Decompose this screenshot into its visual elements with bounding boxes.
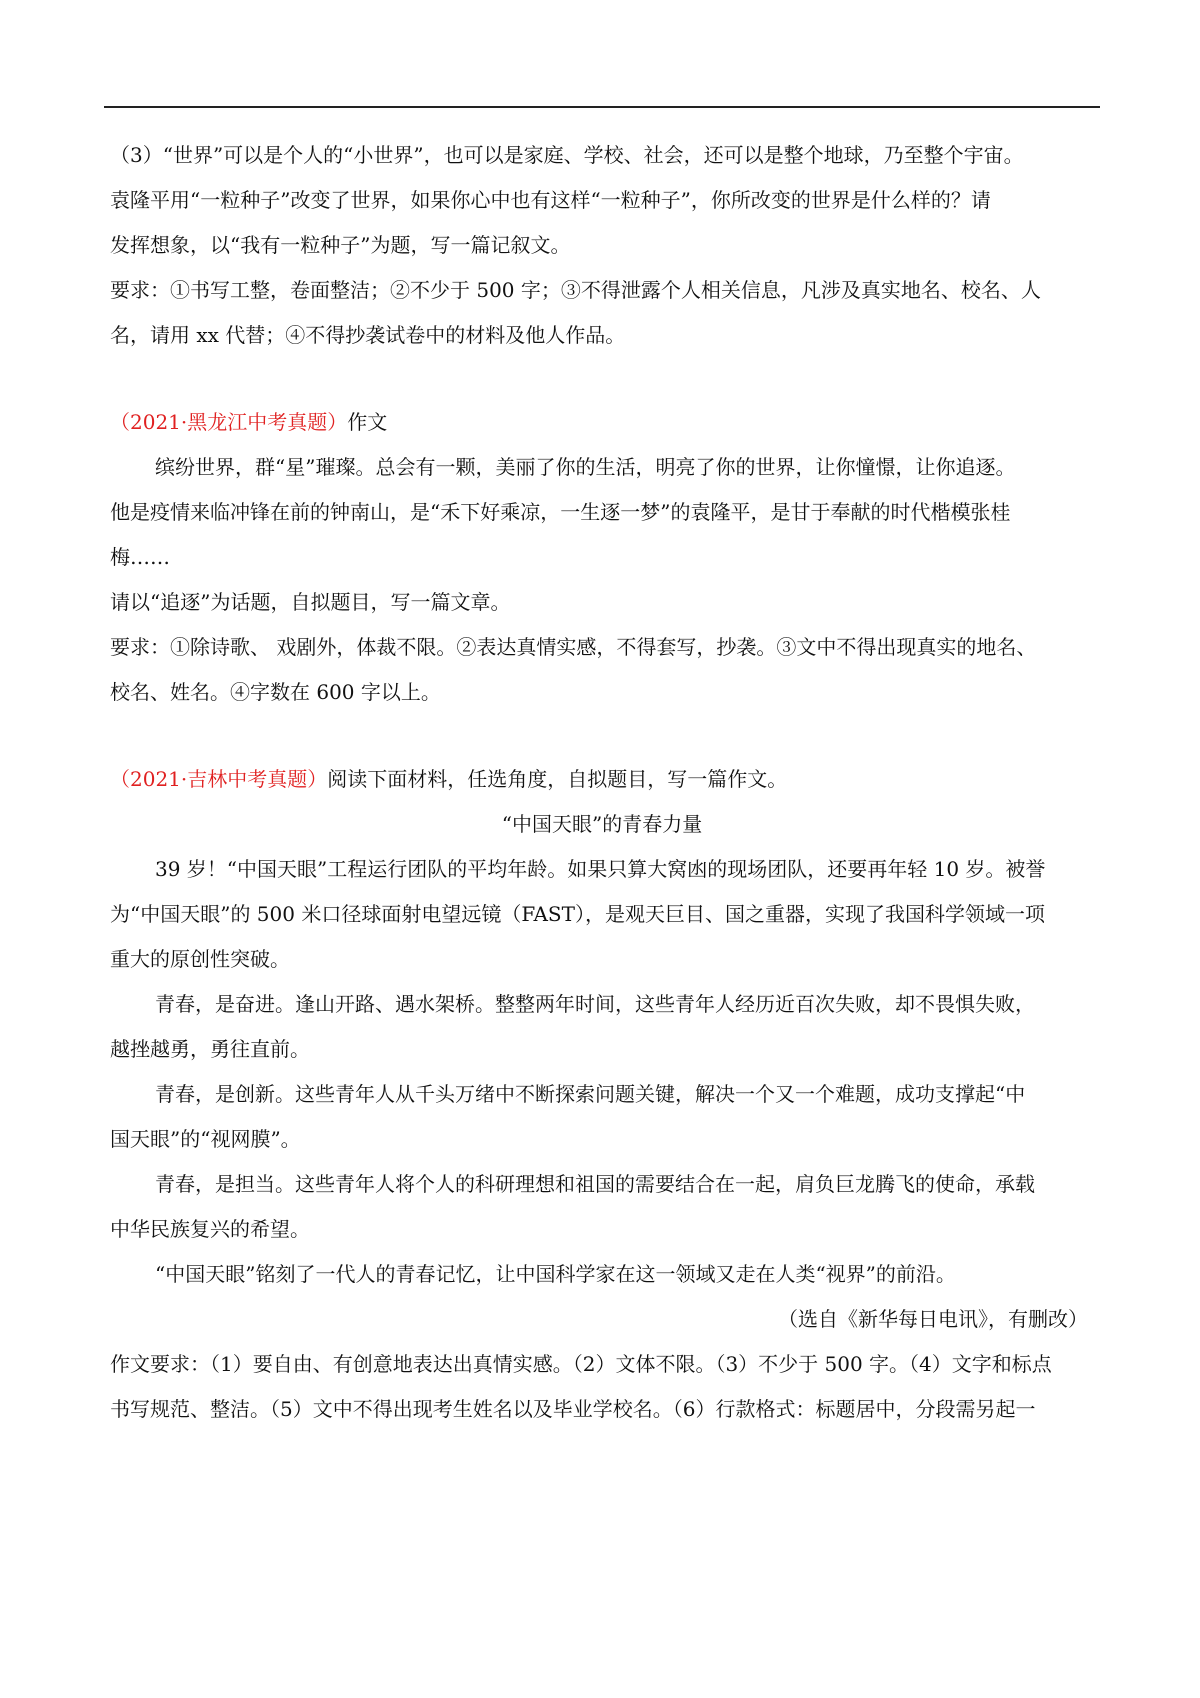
requirements-line: 书写规范、整洁。（5）文中不得出现考生姓名以及毕业学校名。（6）行款格式：标题居中，分段需另起一	[110, 1397, 1036, 1421]
paragraph-line: 要求：①书写工整，卷面整洁；②不少于 500 字；③不得泄露个人相关信息，凡涉及真实地名、校名、人	[110, 278, 1041, 302]
source-tag: （2021·吉林中考真题）	[110, 767, 328, 791]
paragraph-line: 要求：①除诗歌、 戏剧外，体裁不限。②表达真情实感，不得套写，抄袭。③文中不得出现真实的地名、	[110, 635, 1037, 659]
question-heading	[110, 408, 1100, 436]
paragraph-line: 国天眼”的“视网膜”。	[110, 1127, 301, 1151]
header-rule	[104, 106, 1100, 108]
paragraph-line: 重大的原创性突破。	[110, 947, 290, 971]
paragraph-line: 校名、姓名。④字数在 600 字以上。	[110, 680, 441, 704]
paragraph-line: 青春，是创新。这些青年人从千头万绪中不断探索问题关键，解决一个又一个难题，成功支撑起“中	[155, 1082, 1026, 1106]
paragraph-line: “中国天眼”铭刻了一代人的青春记忆，让中国科学家在这一领域又走在人类“视界”的前沿。	[155, 1262, 956, 1286]
paragraph-line: 袁隆平用“一粒种子”改变了世界，如果你心中也有这样“一粒种子”，你所改变的世界是什么样的？请	[110, 188, 991, 212]
paragraph-line: 发挥想象，以“我有一粒种子”为题，写一篇记叙文。	[110, 233, 571, 257]
source-tag: （2021·黑龙江中考真题）	[110, 410, 348, 434]
paragraph-line: 青春，是担当。这些青年人将个人的科研理想和祖国的需要结合在一起，肩负巨龙腾飞的使命，承载	[155, 1172, 1035, 1196]
paragraph-line: 越挫越勇，勇往直前。	[110, 1037, 310, 1061]
citation: （选自《新华每日电讯》，有删改）	[778, 1307, 1088, 1331]
paragraph-line: 缤纷世界，群“星”璀璨。总会有一颗，美丽了你的生活，明亮了你的世界，让你憧憬，让你追逐。	[155, 455, 1016, 479]
article-title: “中国天眼”的青春力量	[501, 812, 703, 836]
question-title: 作文	[347, 410, 388, 434]
question-title: 阅读下面材料，任选角度，自拟题目，写一篇作文。	[327, 767, 788, 791]
paragraph-line: 39 岁！“中国天眼”工程运行团队的平均年龄。如果只算大窝凼的现场团队，还要再年轻 10 岁。被誉	[155, 857, 1046, 881]
paragraph-line: 青春，是奋进。逢山开路、遇水架桥。整整两年时间，这些青年人经历近百次失败，却不畏惧失败，	[155, 992, 1035, 1016]
paragraph-line: 梅……	[110, 545, 170, 569]
paragraph-line: （3）“世界”可以是个人的“小世界”，也可以是家庭、学校、社会，还可以是整个地球，乃至整个宇宙。	[110, 143, 1024, 167]
paragraph-line: 请以“追逐”为话题，自拟题目，写一篇文章。	[110, 590, 511, 614]
requirements-line: 作文要求：（1）要自由、有创意地表达出真情实感。（2）文体不限。（3）不少于 500 字。（4）文字和标点	[110, 1352, 1052, 1376]
paragraph-line: 名，请用 xx 代替；④不得抄袭试卷中的材料及他人作品。	[110, 323, 626, 347]
paragraph-line: 为“中国天眼”的 500 米口径球面射电望远镜（FAST），是观天巨目、国之重器，实现了我国科学领域一项	[110, 902, 1045, 926]
paragraph-line: 他是疫情来临冲锋在前的钟南山，是“禾下好乘凉，一生逐一梦”的袁隆平，是甘于奉献的时代楷模张桂	[110, 500, 1011, 524]
question-heading	[110, 765, 1100, 793]
paragraph-line: 中华民族复兴的希望。	[110, 1217, 310, 1241]
